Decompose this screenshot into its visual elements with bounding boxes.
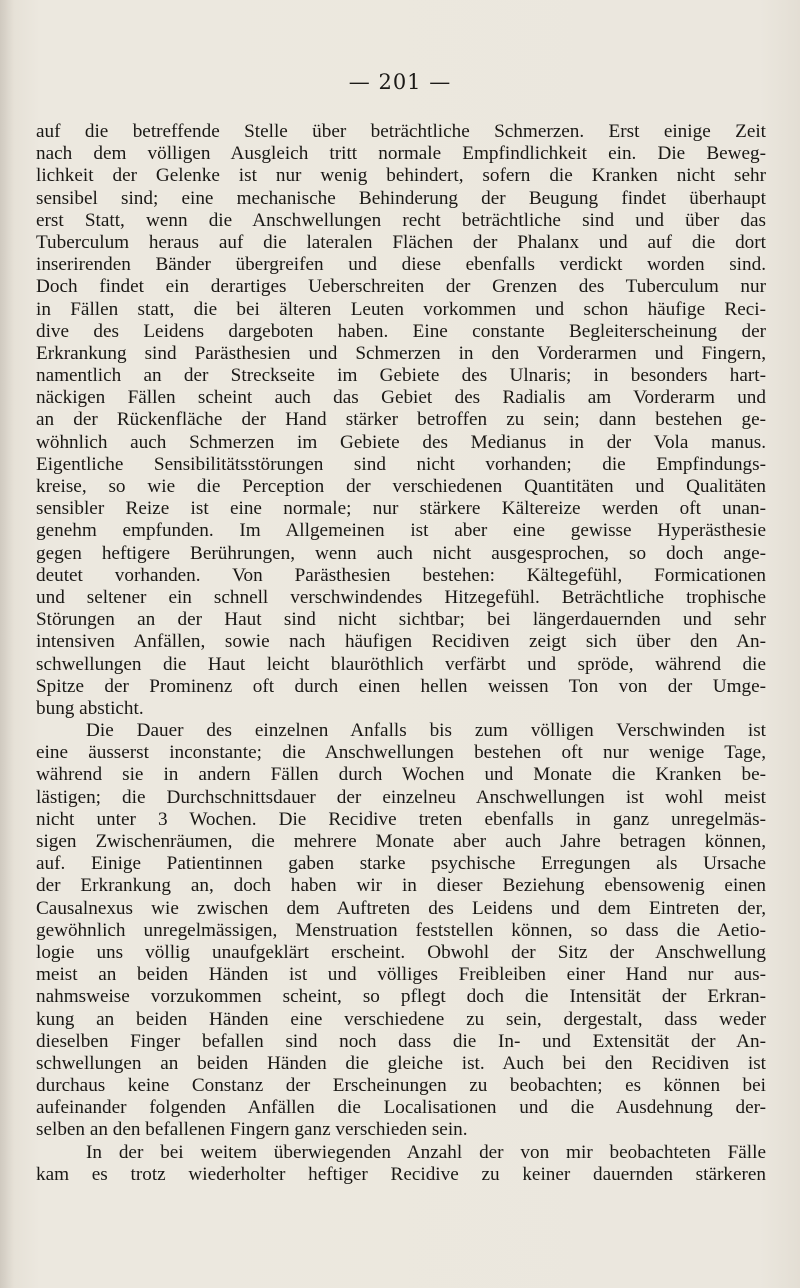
paragraph xyxy=(36,720,766,1142)
text-line: Causalnexus wie zwischen dem Auftreten des Leidens und dem Eintreten der, xyxy=(36,897,766,919)
body-text xyxy=(36,121,766,1186)
text-line: sensibler Reize ist eine normale; nur stärkere Kältereize werden oft unan- xyxy=(36,498,766,520)
text-line: in Fällen statt, die bei älteren Leuten vorkommen und schon häufige Reci- xyxy=(36,298,766,320)
text-line: eine äusserst inconstante; die Anschwellungen bestehen oft nur wenige Tage, xyxy=(36,742,766,764)
text-line: selben an den befallenen Fingern ganz verschieden sein. xyxy=(36,1119,468,1141)
page-number: — 201 — xyxy=(348,70,452,94)
paragraph xyxy=(36,121,766,720)
text-line: Die Dauer des einzelnen Anfalls bis zum völligen Verschwinden ist xyxy=(86,720,766,742)
text-line: wöhnlich auch Schmerzen im Gebiete des Medianus in der Vola manus. xyxy=(36,431,766,453)
text-line: In der bei weitem überwiegenden Anzahl der von mir beobachteten Fälle xyxy=(86,1141,766,1163)
text-line: an der Rückenfläche der Hand stärker betroffen zu sein; dann bestehen ge- xyxy=(36,409,766,431)
text-line: gegen heftigere Berührungen, wenn auch nicht ausgesprochen, so doch ange- xyxy=(36,542,766,564)
text-line: sensibel sind; eine mechanische Behinderung der Beugung findet überhaupt xyxy=(36,187,766,209)
text-line: gewöhnlich unregelmässigen, Menstruation feststellen können, so dass die Aetio- xyxy=(36,919,766,941)
text-line: kung an beiden Händen eine verschiedene zu sein, dergestalt, dass weder xyxy=(36,1008,766,1030)
text-line: auf die betreffende Stelle über beträchtliche Schmerzen. Erst einige Zeit xyxy=(36,121,766,142)
text-line: meist an beiden Händen ist und völliges Freibleiben einer Hand nur aus- xyxy=(36,964,766,986)
text-line: näckigen Fällen scheint auch das Gebiet des Radialis am Vorderarm und xyxy=(36,387,766,409)
text-line: deutet vorhanden. Von Parästhesien bestehen: Kältegefühl, Formicationen xyxy=(36,564,766,586)
text-line: dieselben Finger befallen sind noch dass die In- und Extensität der An- xyxy=(36,1030,766,1052)
text-line: aufeinander folgenden Anfällen die Localisationen und die Ausdehnung der- xyxy=(36,1097,766,1119)
text-line: und seltener ein schnell verschwindendes Hitzegefühl. Beträchtliche trophische xyxy=(36,586,766,608)
text-line: lichkeit der Gelenke ist nur wenig behindert, sofern die Kranken nicht sehr xyxy=(36,165,766,187)
text-line: schwellungen an beiden Händen die gleiche ist. Auch bei den Recidiven ist xyxy=(36,1052,766,1074)
text-line: logie uns völlig unaufgeklärt erscheint. Obwohl der Sitz der Anschwellung xyxy=(36,941,766,963)
text-line: Tuberculum heraus auf die lateralen Flächen der Phalanx und auf die dort xyxy=(36,231,766,253)
text-line: Eigentliche Sensibilitätsstörungen sind nicht vorhanden; die Empfindungs- xyxy=(36,453,766,475)
text-line: während sie in andern Fällen durch Wochen und Monate die Kranken be- xyxy=(36,764,766,786)
text-line: lästigen; die Durchschnittsdauer der einzelneu Anschwellungen ist wohl meist xyxy=(36,786,766,808)
text-line: nach dem völligen Ausgleich tritt normale Empfindlichkeit ein. Die Beweg- xyxy=(36,143,766,165)
paragraph xyxy=(36,1142,766,1186)
text-line: bung absticht. xyxy=(36,697,144,719)
text-line: genehm empfunden. Im Allgemeinen ist aber eine gewisse Hyperästhesie xyxy=(36,520,766,542)
text-line: nahmsweise vorzukommen scheint, so pflegt doch die Intensität der Erkran- xyxy=(36,986,766,1008)
text-line: inserirenden Bänder übergreifen und diese ebenfalls verdickt worden sind. xyxy=(36,254,766,276)
text-line: sigen Zwischenräumen, die mehrere Monate aber auch Jahre betragen können, xyxy=(36,831,766,852)
text-line: nicht unter 3 Wochen. Die Recidive treten ebenfalls in ganz unregelmäs- xyxy=(36,808,766,830)
text-line: kam es trotz wiederholter heftiger Recidive zu keiner dauernden stärkeren xyxy=(36,1163,766,1185)
text-line: namentlich an der Streckseite im Gebiete des Ulnaris; in besonders hart- xyxy=(36,365,766,387)
text-line: Störungen an der Haut sind nicht sichtbar; bei längerdauernden und sehr xyxy=(36,609,766,631)
text-line: der Erkrankung an, doch haben wir in dieser Beziehung ebensowenig einen xyxy=(36,875,766,897)
text-line: schwellungen die Haut leicht blauröthlich verfärbt und spröde, während die xyxy=(36,653,766,675)
text-line: auf. Einige Patientinnen gaben starke psychische Erregungen als Ursache xyxy=(36,853,766,875)
text-line: durchaus keine Constanz der Erscheinungen zu beobachten; es können bei xyxy=(36,1075,766,1097)
text-line: erst Statt, wenn die Anschwellungen recht beträchtliche sind und über das xyxy=(36,209,766,231)
text-line: kreise, so wie die Perception der verschiedenen Quantitäten und Qualitäten xyxy=(36,476,766,497)
text-line: Erkrankung sind Parästhesien und Schmerzen in den Vorderarmen und Fingern, xyxy=(36,342,766,364)
text-line: dive des Leidens dargeboten haben. Eine constante Begleiterscheinung der xyxy=(36,320,766,342)
text-line: intensiven Anfällen, sowie nach häufigen Recidiven zeigt sich über den An- xyxy=(36,631,766,653)
text-line: Doch findet ein derartiges Ueberschreiten der Grenzen des Tuberculum nur xyxy=(36,276,766,298)
text-line: Spitze der Prominenz oft durch einen hellen weissen Ton von der Umge- xyxy=(36,675,766,697)
